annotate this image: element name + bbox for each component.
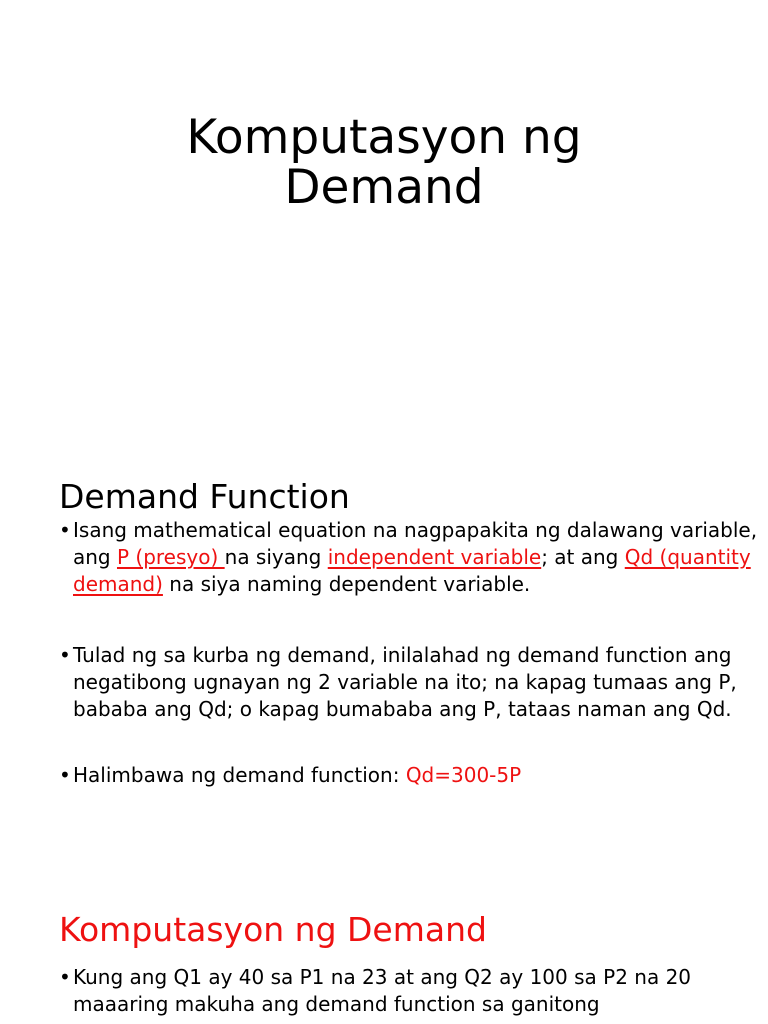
bullet-definition — [59, 517, 759, 598]
bullet-marker: • — [59, 965, 71, 989]
bullet-komputasyon — [59, 964, 759, 1018]
definition-text-2: na siyang — [224, 545, 328, 569]
bullet-marker: • — [59, 518, 71, 542]
komputasyon-bullets — [59, 964, 759, 1018]
demand-function-bullets — [59, 517, 759, 789]
slide-title-line-1: Komputasyon ng — [186, 110, 582, 165]
komputasyon-text: Kung ang Q1 ay 40 sa P1 na 23 at ang Q2 ay 100 sa P2 na 20 maaaring makuha ang demand function sa ganitong — [73, 965, 692, 1016]
p-presyo-link: P (presyo) — [116, 545, 225, 569]
definition-text-4: na siya naming dependent variable. — [162, 572, 531, 596]
halimbawa-text: Halimbawa ng demand function: — [73, 763, 406, 787]
bullet-marker: • — [59, 643, 71, 667]
demand-function-heading: Demand Function — [59, 477, 350, 516]
definition-text-1: Isang mathematical equation na nagpapakita ng dalawang variable, ang — [73, 518, 758, 569]
definition-text-3: ; at ang — [541, 545, 625, 569]
independent-variable-link: independent variable — [327, 545, 542, 569]
kurba-text: Tulad ng sa kurba ng demand, inilalahad ng demand function ang negatibong ugnayan ng 2 variable na ito; na kapag tumaas ang P, bababa ang Qd; o kapag bumababa ang P, tataas naman ang Qd. — [73, 643, 737, 721]
qd-quantity-demand-link: Qd (quantity demand) — [73, 545, 751, 596]
slide-title — [0, 110, 768, 215]
bullet-kurba — [59, 642, 759, 723]
demand-formula: Qd=300-5P — [405, 763, 522, 787]
bullet-marker: • — [59, 763, 71, 787]
slide-title-line-2: Demand — [284, 160, 484, 215]
bullet-halimbawa — [59, 762, 759, 789]
komputasyon-heading: Komputasyon ng Demand — [59, 910, 487, 949]
